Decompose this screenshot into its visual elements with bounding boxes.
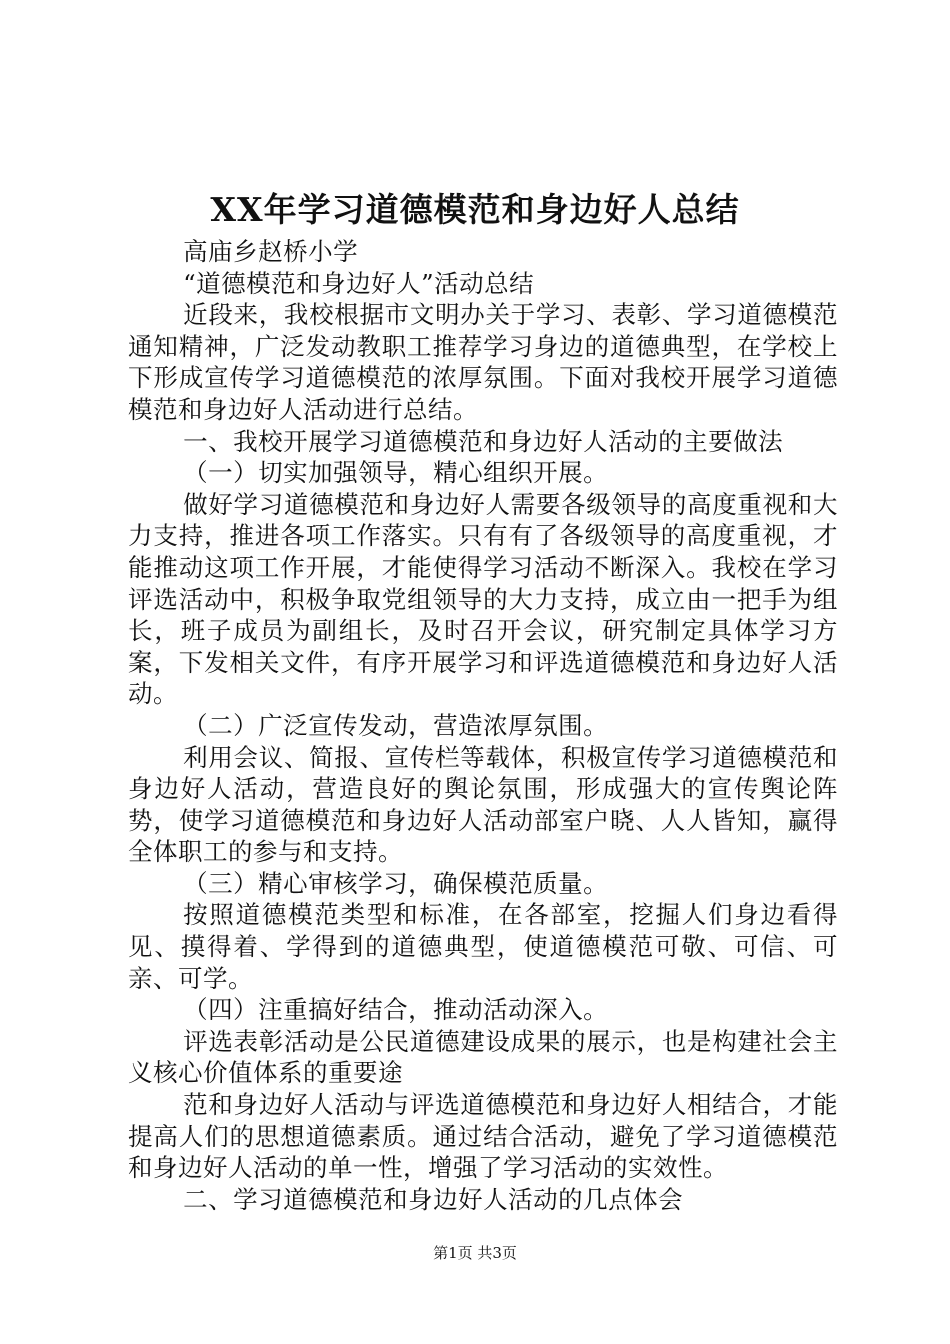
body-paragraph: 利用会议、简报、宣传栏等载体，积极宣传学习道德模范和身边好人活动，营造良好的舆论氛围，形成强大的宣传舆论阵势，使学习道德模范和身边好人活动部室户晓、人人皆知，赢得全体职工的参与和支持。 (128, 742, 838, 867)
body-paragraph: 评选表彰活动是公民道德建设成果的展示，也是构建社会主义核心价值体系的重要途 (128, 1026, 838, 1088)
intro-paragraph: 近段来，我校根据市文明办关于学习、表彰、学习道德模范通知精神，广泛发动教职工推荐学习身边的道德典型，在学校上下形成宣传学习道德模范的浓厚氛围。下面对我校开展学习道德模范和身边好人活动进行总结。 (128, 300, 838, 424)
body-paragraph: 按照道德模范类型和标准，在各部室，挖掘人们身边看得见、摸得着、学得到的道德典型，使道德模范可敬、可信、可亲、可学。 (128, 900, 838, 993)
document-body (128, 236, 838, 1215)
report-subtitle: “道德模范和身边好人”活动总结 (183, 268, 535, 298)
section-heading-1: 一、我校开展学习道德模范和身边好人活动的主要做法 (183, 426, 784, 456)
document-title: XX年学习道德模范和身边好人总结 (210, 190, 740, 229)
body-paragraph: 范和身边好人活动与评选道德模范和身边好人相结合，才能提高人们的思想道德素质。通过结合活动，避免了学习道德模范和身边好人活动的单一性，增强了学习活动的实效性。 (128, 1090, 838, 1183)
school-name: 高庙乡赵桥小学 (183, 237, 359, 266)
subsection-heading-4: （四）注重搞好结合，推动活动深入。 (183, 995, 609, 1025)
body-paragraph: 做好学习道德模范和身边好人需要各级领导的高度重视和大力支持，推进各项工作落实。只有有了各级领导的高度重视，才能推动这项工作开展，才能使得学习活动不断深入。我校在学习评选活动中，积极争取党组领导的大力支持，成立由一把手为组长，班子成员为副组长，及时召开会议，研究制定具体学习方案，下发相关文件，有序开展学习和评选道德模范和身边好人活动。 (128, 489, 838, 709)
subsection-heading-2: （二）广泛宣传发动，营造浓厚氛围。 (183, 710, 609, 740)
page-footer: 第1页 共3页 (433, 1244, 517, 1262)
subsection-heading-3: （三）精心审核学习，确保模范质量。 (183, 868, 609, 898)
section-heading-2: 二、学习道德模范和身边好人活动的几点体会 (183, 1184, 684, 1214)
subsection-heading-1: （一）切实加强领导，精心组织开展。 (183, 458, 609, 488)
